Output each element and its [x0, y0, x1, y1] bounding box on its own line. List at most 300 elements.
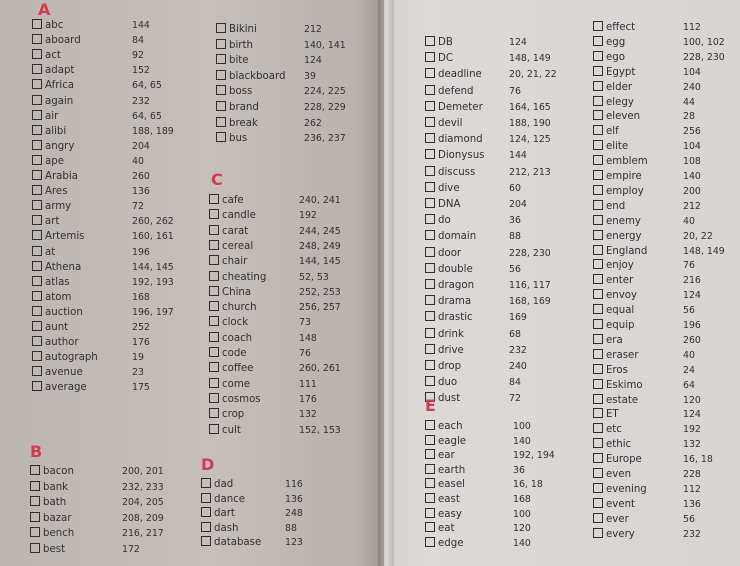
checkbox[interactable]	[209, 286, 219, 296]
entry-pages: 176	[132, 337, 150, 349]
checkbox[interactable]	[593, 110, 603, 120]
entry-pages: 204	[132, 140, 150, 152]
index-entry	[425, 246, 551, 261]
checkbox[interactable]	[216, 23, 226, 33]
checkbox[interactable]	[32, 125, 42, 135]
index-entry	[425, 84, 521, 99]
checkbox[interactable]	[593, 66, 603, 76]
entry-pages: 204, 205	[122, 497, 164, 509]
checkbox[interactable]	[593, 319, 603, 329]
entry-pages: 260	[683, 334, 701, 346]
entry-word: eagle	[438, 435, 467, 447]
checkbox[interactable]	[32, 381, 42, 391]
checkbox[interactable]	[32, 246, 42, 256]
checkbox[interactable]	[32, 351, 42, 361]
checkbox[interactable]	[593, 379, 603, 389]
entry-word: elder	[606, 81, 633, 93]
checkbox[interactable]	[425, 522, 435, 532]
entry-word: blackboard	[229, 70, 286, 82]
checkbox[interactable]	[593, 498, 603, 508]
entry-word: aboard	[45, 35, 81, 47]
entry-pages: 39	[304, 70, 316, 82]
checkbox[interactable]	[201, 493, 211, 503]
checkbox[interactable]	[425, 36, 435, 46]
checkbox[interactable]	[425, 101, 435, 111]
entry-word: duo	[438, 377, 458, 389]
entry-pages: 136	[683, 498, 701, 510]
index-entry	[593, 154, 701, 169]
checkbox[interactable]	[425, 435, 435, 445]
entry-pages: 84	[132, 35, 144, 47]
checkbox[interactable]	[209, 194, 219, 204]
checkbox[interactable]	[593, 155, 603, 165]
index-entry	[201, 492, 303, 507]
index-entry	[209, 224, 341, 239]
entry-pages: 216	[683, 275, 701, 287]
entry-pages: 228, 230	[683, 51, 725, 63]
checkbox[interactable]	[32, 155, 42, 165]
index-entry	[425, 197, 527, 212]
entry-word: DNA	[438, 199, 461, 210]
index-entry	[201, 477, 303, 492]
checkbox[interactable]	[216, 85, 226, 95]
entry-pages: 216, 217	[122, 528, 164, 540]
entry-pages: 228, 230	[509, 247, 551, 259]
index-entry	[216, 53, 322, 68]
entry-pages: 20, 21, 22	[509, 69, 557, 81]
checkbox[interactable]	[425, 360, 435, 370]
entry-word: eraser	[606, 349, 639, 361]
entry-word: do	[438, 215, 451, 227]
entry-pages: 200	[683, 185, 701, 197]
entry-pages: 44	[683, 96, 695, 108]
index-entry	[425, 67, 557, 82]
index-entry	[216, 116, 322, 131]
entry-pages: 240	[509, 361, 527, 372]
checkbox[interactable]	[425, 508, 435, 518]
entry-word: bite	[229, 55, 249, 67]
checkbox[interactable]	[593, 528, 603, 538]
checkbox[interactable]	[593, 468, 603, 478]
checkbox[interactable]	[209, 316, 219, 326]
checkbox[interactable]	[425, 182, 435, 192]
index-entry	[30, 495, 164, 510]
checkbox[interactable]	[425, 311, 435, 321]
index-entry	[425, 262, 521, 277]
entry-word: emblem	[606, 156, 648, 168]
checkbox[interactable]	[32, 34, 42, 44]
checkbox[interactable]	[32, 336, 42, 346]
checkbox[interactable]	[593, 125, 603, 135]
entry-pages: 200, 201	[122, 466, 164, 477]
checkbox[interactable]	[425, 247, 435, 257]
entry-word: easel	[438, 479, 465, 491]
checkbox[interactable]	[32, 215, 42, 225]
index-entry	[593, 452, 713, 467]
index-entry	[30, 511, 164, 526]
checkbox[interactable]	[209, 225, 219, 235]
checkbox[interactable]	[593, 21, 603, 31]
checkbox[interactable]	[425, 198, 435, 208]
entry-word: Athena	[45, 261, 82, 273]
entry-pages: 108	[683, 156, 701, 168]
entry-pages: 148, 149	[509, 53, 551, 65]
checkbox[interactable]	[209, 209, 219, 219]
entry-pages: 88	[509, 231, 521, 243]
entry-word: cafe	[222, 195, 244, 206]
index-entry	[209, 392, 317, 407]
entry-pages: 196	[132, 246, 150, 258]
entry-pages: 148	[299, 332, 317, 344]
entry-pages: 232	[683, 528, 701, 540]
entry-word: eat	[438, 523, 455, 535]
checkbox[interactable]	[425, 85, 435, 95]
entry-word: England	[606, 245, 648, 257]
checkbox[interactable]	[201, 478, 211, 488]
checkbox[interactable]	[593, 453, 603, 463]
checkbox[interactable]	[32, 79, 42, 89]
checkbox[interactable]	[425, 449, 435, 459]
index-entry	[593, 318, 701, 333]
index-entry	[425, 294, 551, 309]
checkbox[interactable]	[425, 376, 435, 386]
entry-pages: 132	[683, 439, 701, 451]
checkbox[interactable]	[32, 185, 42, 195]
checkbox[interactable]	[593, 170, 603, 180]
checkbox[interactable]	[32, 95, 42, 105]
checkbox[interactable]	[425, 263, 435, 273]
checkbox[interactable]	[425, 420, 435, 430]
entry-word: Arabia	[45, 171, 78, 182]
checkbox[interactable]	[32, 366, 42, 376]
entry-pages: 262	[304, 117, 322, 129]
checkbox[interactable]	[216, 39, 226, 49]
entry-pages: 73	[299, 317, 311, 329]
checkbox[interactable]	[593, 304, 603, 314]
checkbox[interactable]	[32, 49, 42, 59]
entry-word: employ	[606, 185, 644, 197]
checkbox[interactable]	[425, 478, 435, 488]
entry-word: drop	[438, 361, 462, 372]
entry-word: dance	[214, 493, 246, 505]
entry-word: cosmos	[222, 393, 261, 405]
index-entry	[593, 244, 725, 259]
entry-word: every	[606, 528, 635, 540]
entry-pages: 28	[683, 111, 695, 123]
index-entry	[32, 33, 144, 48]
index-entry	[32, 260, 174, 275]
index-entry	[593, 348, 695, 363]
entry-pages: 260, 262	[132, 216, 174, 228]
checkbox[interactable]	[593, 438, 603, 448]
checkbox[interactable]	[593, 513, 603, 523]
checkbox[interactable]	[30, 465, 40, 475]
index-entry	[32, 184, 150, 199]
checkbox[interactable]	[201, 522, 211, 532]
checkbox[interactable]	[32, 200, 42, 210]
entry-pages: 256	[683, 126, 701, 138]
checkbox[interactable]	[425, 344, 435, 354]
checkbox[interactable]	[209, 408, 219, 418]
entry-pages: 52, 53	[299, 271, 329, 283]
index-entry	[425, 51, 551, 66]
index-entry	[30, 526, 164, 541]
entry-word: drastic	[438, 312, 473, 324]
index-entry	[30, 464, 164, 479]
checkbox[interactable]	[425, 133, 435, 143]
index-entry	[593, 512, 695, 527]
index-entry	[32, 78, 162, 93]
index-entry	[593, 407, 701, 422]
index-entry	[593, 497, 701, 512]
entry-word: equip	[606, 320, 635, 331]
checkbox[interactable]	[209, 301, 219, 311]
index-entry	[32, 94, 150, 109]
index-entry	[32, 214, 174, 229]
index-entry	[209, 270, 329, 285]
entry-pages: 232	[132, 95, 150, 107]
checkbox[interactable]	[425, 166, 435, 176]
checkbox[interactable]	[593, 364, 603, 374]
checkbox[interactable]	[32, 230, 42, 240]
checkbox[interactable]	[593, 200, 603, 210]
checkbox[interactable]	[593, 96, 603, 106]
index-entry	[593, 303, 695, 318]
entry-word: earth	[438, 464, 466, 476]
entry-word: DC	[438, 53, 453, 65]
checkbox[interactable]	[593, 408, 603, 418]
entry-word: clock	[222, 317, 249, 329]
entry-pages: 104	[683, 141, 701, 153]
entry-pages: 144	[132, 20, 150, 31]
entry-word: coach	[222, 332, 253, 344]
entry-pages: 260, 261	[299, 363, 341, 375]
entry-pages: 164, 165	[509, 101, 551, 113]
entry-pages: 68	[509, 328, 521, 340]
checkbox[interactable]	[593, 334, 603, 344]
entry-word: ever	[606, 513, 629, 525]
entry-pages: 76	[683, 260, 695, 272]
entry-pages: 208, 209	[122, 512, 164, 524]
entry-pages: 140	[513, 435, 531, 447]
checkbox[interactable]	[593, 51, 603, 61]
checkbox[interactable]	[209, 347, 219, 357]
entry-pages: 60	[509, 182, 521, 194]
entry-word: drama	[438, 296, 472, 308]
index-entry	[425, 448, 555, 463]
checkbox[interactable]	[32, 291, 42, 301]
checkbox[interactable]	[593, 394, 603, 404]
checkbox[interactable]	[32, 321, 42, 331]
entry-word: bus	[229, 133, 248, 145]
entry-word: double	[438, 263, 473, 275]
index-entry	[593, 80, 701, 95]
checkbox[interactable]	[209, 362, 219, 372]
checkbox[interactable]	[209, 240, 219, 250]
checkbox[interactable]	[216, 70, 226, 80]
entry-word: evening	[606, 483, 647, 495]
checkbox[interactable]	[209, 378, 219, 388]
checkbox[interactable]	[32, 306, 42, 316]
checkbox[interactable]	[425, 328, 435, 338]
checkbox[interactable]	[216, 101, 226, 111]
checkbox[interactable]	[30, 543, 40, 553]
entry-word: ET	[606, 409, 619, 421]
entry-pages: 16, 18	[513, 479, 543, 491]
index-entry	[425, 132, 551, 147]
checkbox[interactable]	[425, 52, 435, 62]
entry-pages: 228	[683, 469, 701, 480]
checkbox[interactable]	[425, 493, 435, 503]
checkbox[interactable]	[593, 140, 603, 150]
checkbox[interactable]	[209, 424, 219, 434]
entry-word: atlas	[45, 276, 70, 288]
entry-pages: 104	[683, 66, 701, 78]
checkbox[interactable]	[425, 230, 435, 240]
index-entry	[201, 521, 297, 536]
index-entry	[30, 542, 140, 557]
entry-pages: 136	[285, 493, 303, 505]
entry-word: ego	[606, 51, 625, 63]
checkbox[interactable]	[593, 349, 603, 359]
entry-pages: 232, 233	[122, 481, 164, 493]
entry-word: enemy	[606, 215, 641, 227]
checkbox[interactable]	[425, 279, 435, 289]
section-letter: A	[38, 0, 51, 19]
entry-pages: 148, 149	[683, 245, 725, 257]
entry-word: act	[45, 50, 61, 62]
entry-word: even	[606, 469, 632, 480]
entry-word: dive	[438, 182, 460, 194]
index-entry	[32, 335, 150, 350]
checkbox[interactable]	[593, 230, 603, 240]
entry-word: bath	[43, 497, 67, 509]
entry-word: ethic	[606, 439, 632, 451]
entry-pages: 140, 141	[304, 39, 346, 51]
entry-pages: 240	[683, 81, 701, 93]
checkbox[interactable]	[425, 68, 435, 78]
checkbox[interactable]	[425, 295, 435, 305]
checkbox[interactable]	[593, 259, 603, 269]
entry-pages: 244, 245	[299, 225, 341, 237]
index-entry	[593, 139, 701, 154]
checkbox[interactable]	[32, 110, 42, 120]
checkbox[interactable]	[209, 393, 219, 403]
entry-word: envoy	[606, 290, 638, 302]
checkbox[interactable]	[216, 117, 226, 127]
checkbox[interactable]	[425, 464, 435, 474]
entry-word: Eskimo	[606, 379, 643, 391]
entry-pages: 64	[683, 379, 695, 391]
index-entry	[425, 148, 527, 163]
index-entry	[425, 181, 521, 196]
index-entry	[32, 63, 150, 78]
checkbox[interactable]	[425, 537, 435, 547]
checkbox[interactable]	[30, 527, 40, 537]
checkbox[interactable]	[32, 276, 42, 286]
checkbox[interactable]	[593, 36, 603, 46]
entry-word: equal	[606, 305, 635, 317]
checkbox[interactable]	[593, 215, 603, 225]
index-entry	[425, 213, 521, 228]
index-entry	[209, 361, 341, 376]
entry-word: code	[222, 348, 247, 359]
index-entry	[593, 214, 695, 229]
checkbox[interactable]	[593, 185, 603, 195]
index-entry	[216, 131, 346, 146]
entry-pages: 240, 241	[299, 195, 341, 206]
section-letter: D	[201, 455, 215, 474]
entry-pages: 256, 257	[299, 302, 341, 314]
checkbox[interactable]	[209, 255, 219, 265]
checkbox[interactable]	[593, 245, 603, 255]
checkbox[interactable]	[201, 536, 211, 546]
entry-pages: 36	[509, 215, 521, 227]
section-letter: C	[211, 170, 223, 189]
index-entry	[593, 229, 713, 244]
entry-word: atom	[45, 291, 72, 303]
entry-word: coffee	[222, 363, 254, 375]
index-entry	[216, 69, 316, 84]
checkbox[interactable]	[216, 54, 226, 64]
checkbox[interactable]	[32, 261, 42, 271]
entry-pages: 76	[509, 85, 521, 97]
entry-word: Europe	[606, 454, 642, 466]
index-entry	[32, 109, 162, 124]
checkbox[interactable]	[593, 81, 603, 91]
index-entry	[32, 124, 174, 139]
checkbox[interactable]	[32, 19, 42, 29]
checkbox[interactable]	[30, 496, 40, 506]
checkbox[interactable]	[593, 423, 603, 433]
checkbox[interactable]	[32, 140, 42, 150]
checkbox[interactable]	[30, 481, 40, 491]
entry-pages: 192, 193	[132, 276, 174, 288]
index-entry	[425, 35, 527, 50]
index-entry	[593, 363, 695, 378]
checkbox[interactable]	[201, 507, 211, 517]
checkbox[interactable]	[32, 64, 42, 74]
entry-word: Bikini	[229, 24, 257, 35]
checkbox[interactable]	[209, 332, 219, 342]
checkbox[interactable]	[425, 117, 435, 127]
checkbox[interactable]	[209, 271, 219, 281]
checkbox[interactable]	[425, 214, 435, 224]
checkbox[interactable]	[216, 132, 226, 142]
entry-word: avenue	[45, 367, 83, 379]
entry-word: cereal	[222, 240, 254, 252]
checkbox[interactable]	[425, 149, 435, 159]
entry-pages: 36	[513, 464, 525, 476]
checkbox[interactable]	[593, 274, 603, 284]
entry-word: Egypt	[606, 66, 636, 78]
entry-word: ear	[438, 450, 455, 462]
index-entry	[209, 407, 317, 422]
entry-pages: 112	[683, 22, 701, 33]
entry-pages: 116, 117	[509, 280, 551, 291]
checkbox[interactable]	[32, 170, 42, 180]
entry-pages: 224, 225	[304, 86, 346, 98]
checkbox[interactable]	[593, 483, 603, 493]
checkbox[interactable]	[593, 289, 603, 299]
entry-pages: 140	[513, 537, 531, 549]
entry-pages: 19	[132, 352, 144, 364]
index-entry	[425, 359, 527, 374]
index-entry	[30, 480, 164, 495]
entry-pages: 188, 189	[132, 125, 174, 137]
index-entry	[201, 535, 303, 550]
checkbox[interactable]	[30, 512, 40, 522]
